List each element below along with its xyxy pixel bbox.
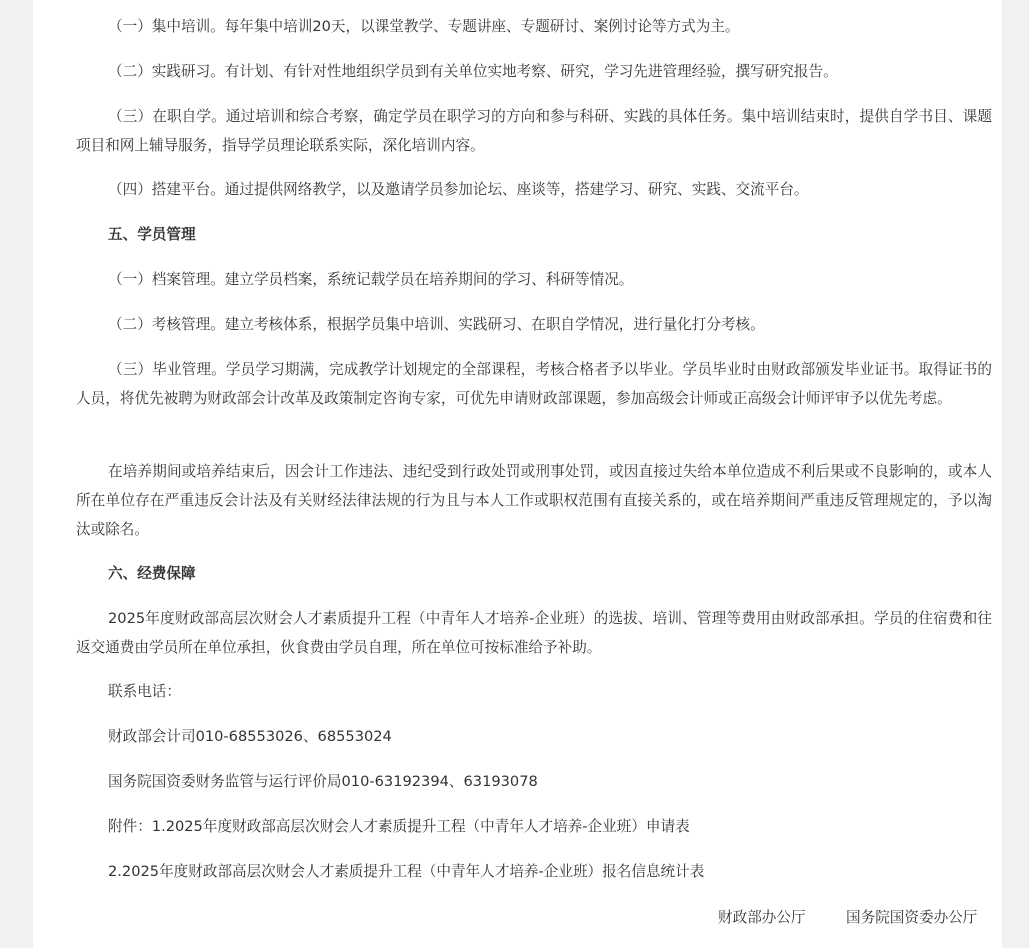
paragraph-elimination: 在培养期间或培养结束后，因会计工作违法、违纪受到行政处罚或刑事处罚，或因直接过失给本单位造成不利后果或不良影响的，或本人所在单位存在严重违反会计法及有关财经法律法规的行为且与本人工作或职权范围有直接关系的，或在培养期间严重违反管理规定的，予以淘汰或除名。 — [76, 463, 992, 538]
section-heading-funding: 六、经费保障 — [108, 565, 196, 582]
attachment-1-link: 附件：1.2025年度财政部高层次财会人才素质提升工程（中青年人才培养-企业班）申请表 — [108, 818, 690, 835]
paragraph-platform: （四）搭建平台。通过提供网络教学，以及邀请学员参加论坛、座谈等，搭建学习、研究、实践、交流平台。 — [108, 181, 809, 198]
document-page — [33, 0, 1002, 948]
paragraph-practice-study: （二）实践研习。有计划、有针对性地组织学员到有关单位实地考察、研究，学习先进管理经验，撰写研究报告。 — [108, 63, 838, 80]
section-heading-student-management: 五、学员管理 — [108, 226, 196, 243]
paragraph-self-study: （三）在职自学。通过培训和综合考察，确定学员在职学习的方向和参与科研、实践的具体任务。集中培训结束时，提供自学书目、课题项目和网上辅导服务，指导学员理论联系实际，深化培训内容。 — [76, 108, 992, 154]
paragraph-graduation-management: （三）毕业管理。学员学习期满，完成教学计划规定的全部课程，考核合格者予以毕业。学员毕业时由财政部颁发毕业证书。取得证书的人员，将优先被聘为财政部会计改革及政策制定咨询专家，可优先申请财政部课题，参加高级会计师或正高级会计师评审予以优先考虑。 — [76, 361, 992, 407]
signature-ministry-of-finance: 财政部办公厅 — [718, 909, 806, 926]
contact-label: 联系电话： — [108, 683, 181, 700]
contact-sasac: 国务院国资委财务监管与运行评价局010-63192394、63193078 — [108, 773, 538, 790]
paragraph-funding: 2025年度财政部高层次财会人才素质提升工程（中青年人才培养-企业班）的选拔、培训、管理等费用由财政部承担。学员的住宿费和往返交通费由学员所在单位承担，伙食费由学员自理，所在单位可按标准给予补助。 — [76, 610, 992, 656]
signature-sasac: 国务院国资委办公厅 — [846, 909, 978, 926]
paragraph-centralized-training: （一）集中培训。每年集中培训20天，以课堂教学、专题讲座、专题研讨、案例讨论等方式为主。 — [108, 18, 740, 35]
paragraph-assessment-management: （二）考核管理。建立考核体系，根据学员集中培训、实践研习、在职自学情况，进行量化打分考核。 — [108, 316, 765, 333]
attachment-2-link: 2.2025年度财政部高层次财会人才素质提升工程（中青年人才培养-企业班）报名信息统计表 — [108, 863, 705, 880]
contact-ministry-of-finance: 财政部会计司010-68553026、68553024 — [108, 728, 392, 745]
paragraph-archive-management: （一）档案管理。建立学员档案，系统记载学员在培养期间的学习、科研等情况。 — [108, 271, 634, 288]
